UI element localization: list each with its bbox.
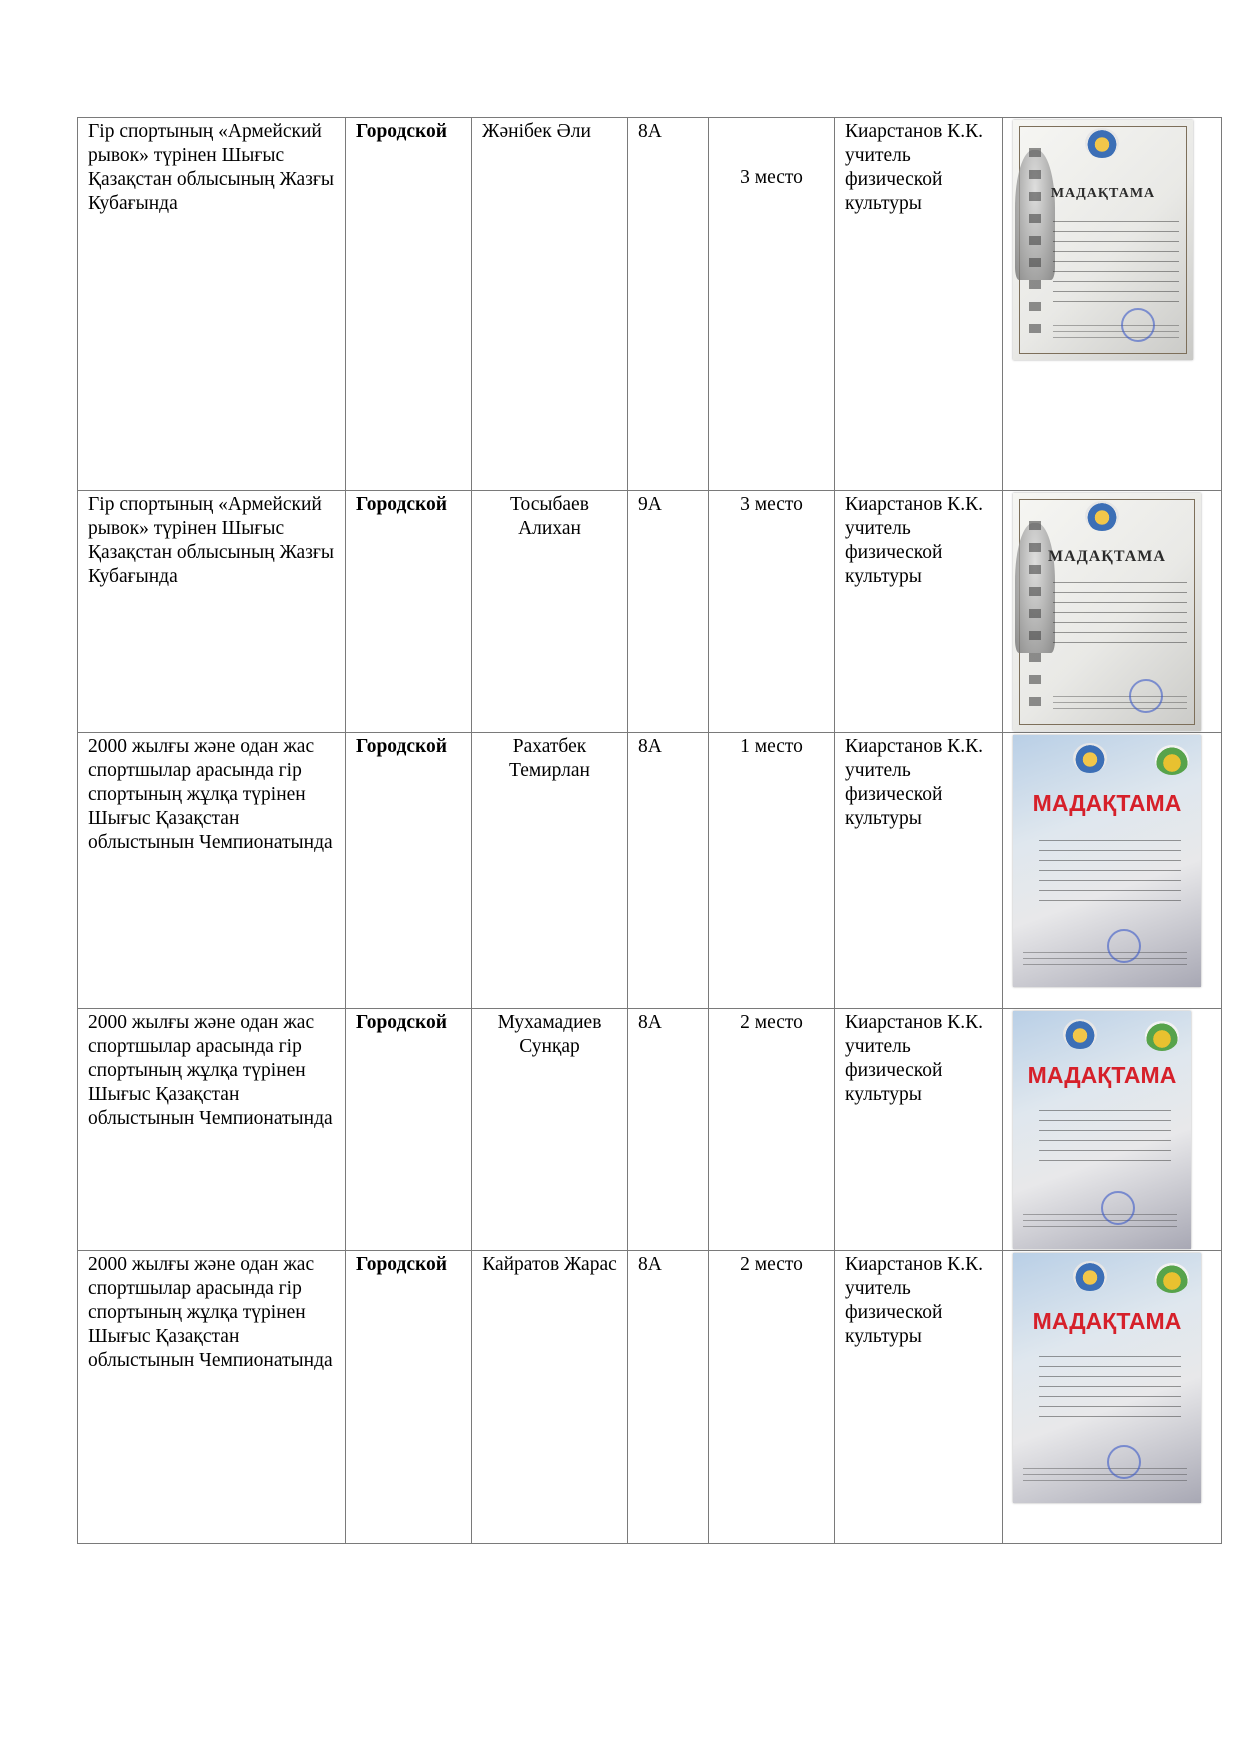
table-row xyxy=(78,118,1222,491)
certificate-text-lines xyxy=(1039,1101,1171,1167)
certificate-text-lines xyxy=(1053,573,1187,643)
student-name-cell: Тосыбаев Алихан xyxy=(472,491,628,733)
level-cell: Городской xyxy=(346,1251,472,1544)
place-cell: 2 место xyxy=(709,1009,835,1251)
certificate-title: МАДАҚТАМА xyxy=(1027,1062,1177,1088)
grade-cell: 8А xyxy=(628,1251,709,1544)
event-cell: Гір спортының «Армейский рывок» түрінен Шығыс Қазақстан облысының Жазғы Кубағында xyxy=(78,491,346,733)
certificate-title: МАДАҚТАМА xyxy=(1032,1308,1182,1334)
level-cell: Городской xyxy=(346,733,472,1009)
certificate-image xyxy=(1013,493,1201,731)
emblem-icon xyxy=(1073,743,1107,773)
awards-table xyxy=(77,117,1222,1544)
level-cell: Городской xyxy=(346,491,472,733)
grade-cell: 8А xyxy=(628,118,709,491)
student-name-cell: Кайратов Жарас xyxy=(472,1251,628,1544)
regional-emblem-icon xyxy=(1155,745,1189,775)
event-cell: 2000 жылғы және одан жас спортшылар арасында гір спортының жұлқа түрінен Шығыс Қазақстан облыстынын Чемпионатында xyxy=(78,733,346,1009)
event-cell: 2000 жылғы және одан жас спортшылар арасында гір спортының жұлқа түрінен Шығыс Қазақстан облыстынын Чемпионатында xyxy=(78,1009,346,1251)
sports-pictograms-icon xyxy=(1029,148,1041,340)
certificate-photo-cell xyxy=(1003,118,1222,491)
certificate-title: МАДАҚТАМА xyxy=(1032,790,1182,816)
certificate-text-lines xyxy=(1039,831,1181,901)
certificate-text-lines xyxy=(1039,1347,1181,1419)
certificate-footer-lines xyxy=(1023,947,1187,969)
table-row xyxy=(78,733,1222,1009)
certificate-title: МАДАҚТАМА xyxy=(1050,186,1156,201)
certificate-photo-cell xyxy=(1003,491,1222,733)
student-name-cell: Жәнібек Әли xyxy=(472,118,628,491)
event-cell: 2000 жылғы және одан жас спортшылар арасында гір спортының жұлқа түрінен Шығыс Қазақстан облыстынын Чемпионатында xyxy=(78,1251,346,1544)
teacher-cell: Киарстанов К.К. учитель физической культуры xyxy=(835,491,1003,733)
teacher-cell: Киарстанов К.К. учитель физической культуры xyxy=(835,1251,1003,1544)
certificate-image xyxy=(1013,120,1193,360)
level-cell: Городской xyxy=(346,118,472,491)
certificate-footer-lines xyxy=(1023,1463,1187,1485)
teacher-cell: Киарстанов К.К. учитель физической культуры xyxy=(835,1009,1003,1251)
student-name-cell: Мухамадиев Сунқар xyxy=(472,1009,628,1251)
student-name-cell: Рахатбек Темирлан xyxy=(472,733,628,1009)
table-row xyxy=(78,491,1222,733)
level-cell: Городской xyxy=(346,1009,472,1251)
grade-cell: 8А xyxy=(628,1009,709,1251)
certificate-footer-lines xyxy=(1023,1209,1177,1231)
stamp-icon xyxy=(1101,1191,1135,1225)
emblem-icon xyxy=(1063,1019,1097,1049)
table-row xyxy=(78,1009,1222,1251)
emblem-icon xyxy=(1085,128,1119,158)
stamp-icon xyxy=(1121,308,1155,342)
certificate-footer-lines xyxy=(1053,320,1179,342)
regional-emblem-icon xyxy=(1145,1021,1179,1051)
event-cell: Гір спортының «Армейский рывок» түрінен Шығыс Қазақстан облысының Жазғы Кубағында xyxy=(78,118,346,491)
emblem-icon xyxy=(1073,1261,1107,1291)
certificate-title: МАДАҚТАМА xyxy=(1048,548,1166,565)
grade-cell: 9А xyxy=(628,491,709,733)
stamp-icon xyxy=(1107,1445,1141,1479)
certificate-footer-lines xyxy=(1053,691,1187,713)
place-cell: 3 место xyxy=(709,491,835,733)
emblem-icon xyxy=(1085,501,1119,531)
certificate-image xyxy=(1013,735,1201,987)
certificate-photo-cell xyxy=(1003,733,1222,1009)
table-row xyxy=(78,1251,1222,1544)
certificate-text-lines xyxy=(1053,212,1179,302)
certificate-photo-cell xyxy=(1003,1251,1222,1544)
place-cell: 2 место xyxy=(709,1251,835,1544)
regional-emblem-icon xyxy=(1155,1263,1189,1293)
place-cell: 3 место xyxy=(709,118,835,491)
certificate-image xyxy=(1013,1253,1201,1503)
stamp-icon xyxy=(1107,929,1141,963)
grade-cell: 8А xyxy=(628,733,709,1009)
certificate-image xyxy=(1013,1011,1191,1249)
teacher-cell: Киарстанов К.К. учитель физической культуры xyxy=(835,118,1003,491)
stamp-icon xyxy=(1129,679,1163,713)
teacher-cell: Киарстанов К.К. учитель физической культуры xyxy=(835,733,1003,1009)
certificate-photo-cell xyxy=(1003,1009,1222,1251)
place-cell: 1 место xyxy=(709,733,835,1009)
